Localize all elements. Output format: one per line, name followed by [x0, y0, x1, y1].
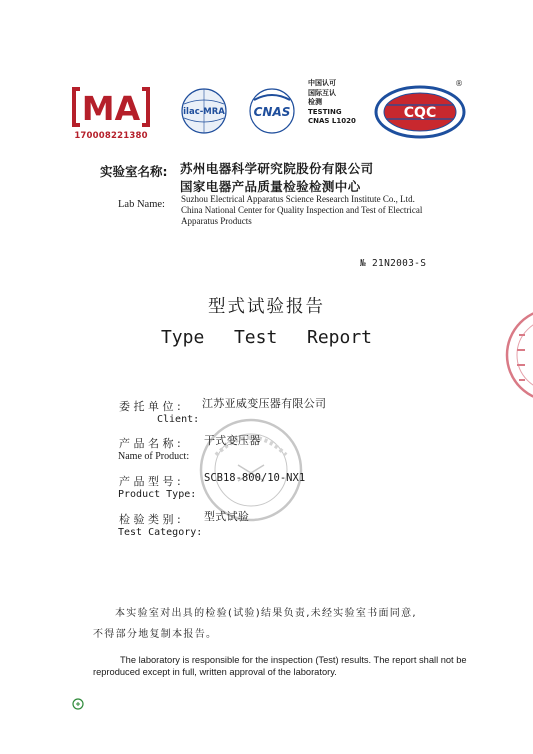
ilac-mra-logo: [175, 86, 233, 136]
client-label-en: Client:: [157, 414, 200, 425]
cnas-note-line: 中国认可: [308, 79, 336, 87]
cnas-note-line: 国际互认: [308, 88, 336, 97]
lab-name-label-en: Lab Name:: [118, 199, 165, 210]
lab-name-en-line: China National Center for Quality Inspection and Test of Electrical: [181, 205, 423, 215]
statement-en: The laboratory is responsible for the inspection (Test) results. The report shall not be reproduced except in full, written approval of the laboratory.: [93, 655, 467, 677]
product-name-label-en: Name of Product:: [118, 451, 190, 462]
lab-name-en-line: Apparatus Products: [181, 216, 252, 226]
cnas-note-line: CNAS L1020: [308, 117, 356, 126]
cqc-logo-text: CQC: [403, 105, 437, 121]
cqc-logo: [372, 83, 468, 141]
lab-name-en-line: Suzhou Electrical Apparatus Science Research Institute Co., Ltd.: [181, 194, 415, 204]
product-type-label-en: Product Type:: [118, 489, 197, 500]
product-name-value: 干式变压器: [204, 434, 261, 447]
cnas-logo: [242, 86, 302, 136]
client-value: 江苏亚威变压器有限公司: [202, 397, 327, 410]
report-number: № 21N2003-S: [360, 258, 427, 269]
red-seal: [505, 300, 533, 410]
test-category-value: 型式试验: [204, 510, 250, 523]
lab-name-en: [181, 194, 471, 227]
report-title-en: Type Test Report: [160, 327, 373, 348]
ma-logo-text: MA: [81, 89, 141, 128]
cnas-accreditation-note: [308, 79, 356, 127]
lab-name-cn-line2: 国家电器产品质量检验检测中心: [180, 179, 361, 194]
statement-cn-line1: 本实验室对出具的检验(试验)结果负责,未经实验室书面同意,: [115, 608, 417, 619]
test-category-label-cn: 检验类别:: [119, 513, 185, 526]
client-label-cn: 委托单位:: [119, 400, 185, 413]
statement-cn-line2: 不得部分地复制本报告。: [93, 629, 218, 640]
cnas-note-line: TESTING: [308, 107, 342, 116]
product-type-label-cn: 产品型号:: [119, 475, 185, 488]
cnas-note-line: 检测: [308, 98, 322, 107]
lab-name-cn-line1: 苏州电器科学研究院股份有限公司: [180, 161, 374, 176]
lab-name-label-cn: 实验室名称:: [100, 164, 168, 179]
ilac-logo-text: ilac-MRA: [183, 107, 225, 117]
product-name-label-cn: 产品名称:: [119, 437, 185, 450]
product-type-value: SCB18-800/10-NX1: [204, 472, 306, 484]
report-title-cn: 型式试验报告: [208, 297, 325, 317]
registered-mark: ®: [455, 79, 463, 88]
circle-mark-icon: [72, 698, 84, 710]
test-category-label-en: Test Category:: [118, 527, 203, 538]
cnas-logo-text: CNAS: [253, 105, 291, 119]
ma-certificate-number: 170008221380: [74, 131, 148, 141]
